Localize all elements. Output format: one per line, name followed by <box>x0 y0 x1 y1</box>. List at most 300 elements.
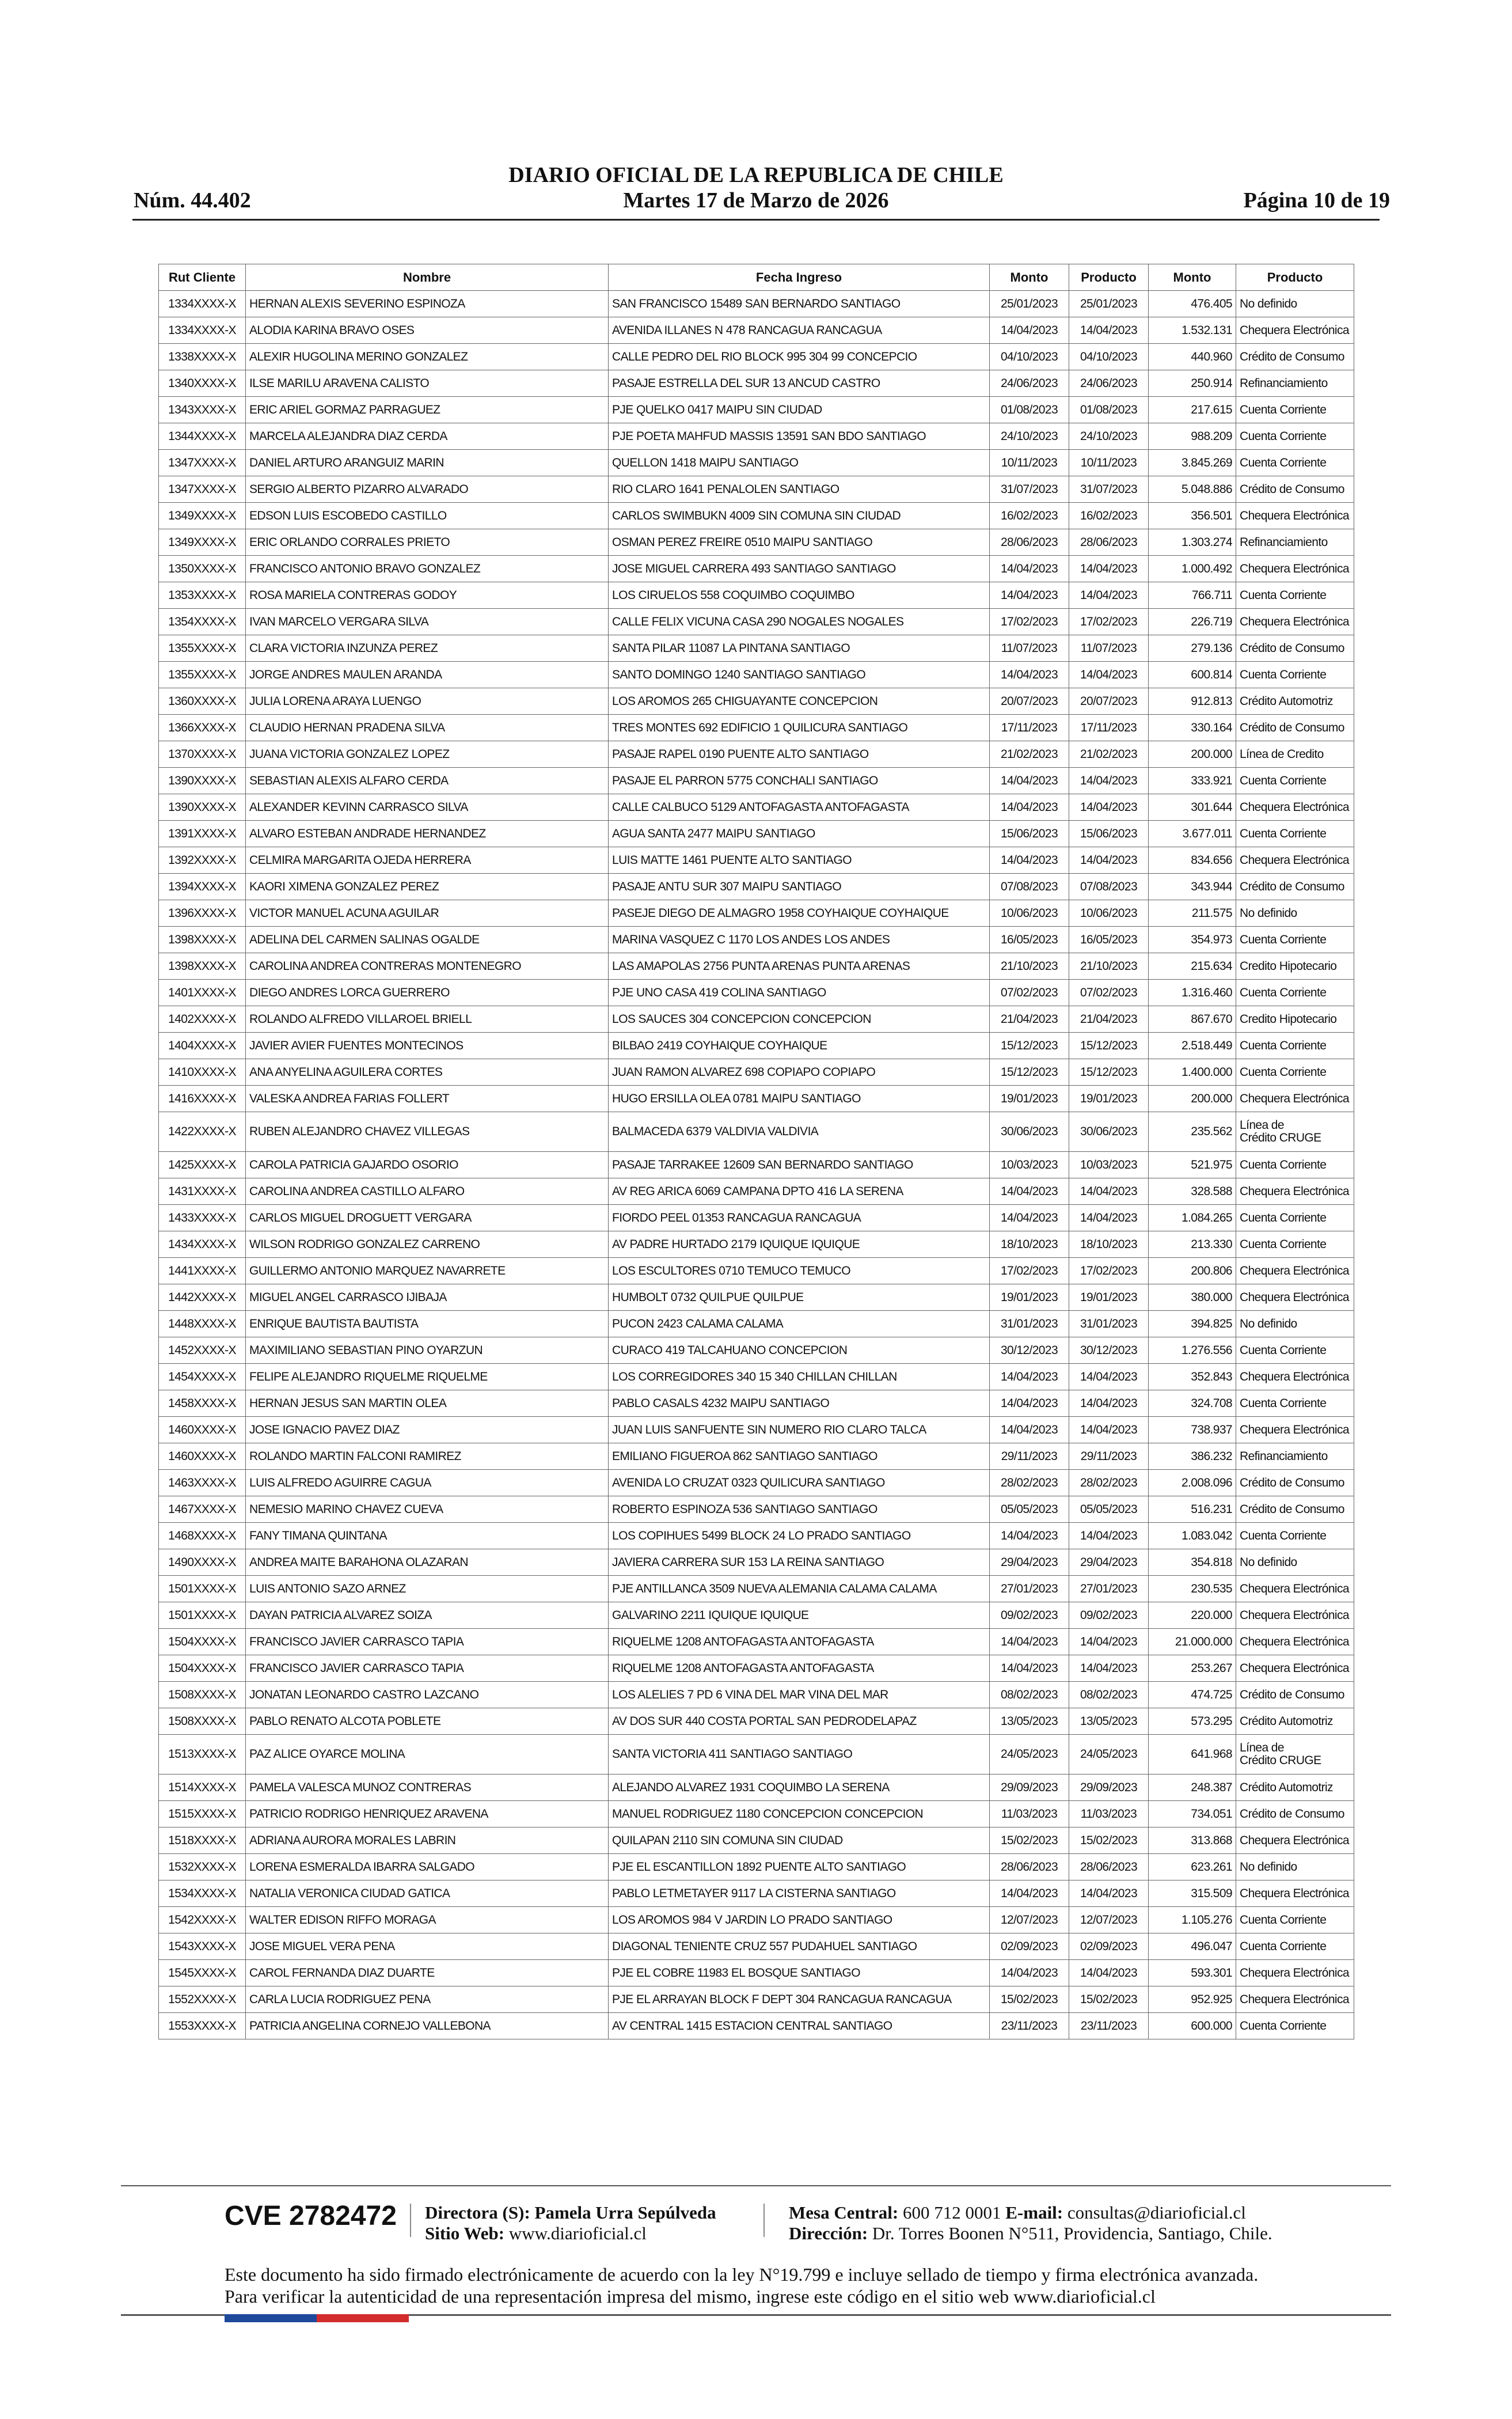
monto-cell: 354.973 <box>1149 927 1236 953</box>
nombre-cell: ALEXIR HUGOLINA MERINO GONZALEZ <box>246 344 609 370</box>
rut-cell: 1344XXXX-X <box>159 423 246 450</box>
nombre-cell: FRANCISCO JAVIER CARRASCO TAPIA <box>246 1655 609 1682</box>
monto-cell: 21.000.000 <box>1149 1629 1236 1655</box>
producto-cell: Crédito de Consumo <box>1236 715 1354 741</box>
table-row <box>159 1496 1354 1523</box>
nombre-cell: JUANA VICTORIA GONZALEZ LOPEZ <box>246 741 609 768</box>
fecha-cell-2: 27/01/2023 <box>1069 1576 1149 1602</box>
fecha-cell: 08/02/2023 <box>990 1682 1069 1708</box>
direccion-cell: JOSE MIGUEL CARRERA 493 SANTIAGO SANTIAGO <box>609 556 990 582</box>
fecha-cell-2: 14/04/2023 <box>1069 1390 1149 1417</box>
nombre-cell: CLAUDIO HERNAN PRADENA SILVA <box>246 715 609 741</box>
rut-cell: 1501XXXX-X <box>159 1576 246 1602</box>
table-header-row <box>159 264 1354 291</box>
monto-cell: 474.725 <box>1149 1682 1236 1708</box>
fecha-cell: 12/07/2023 <box>990 1907 1069 1933</box>
rut-cell: 1390XXXX-X <box>159 794 246 821</box>
director-line <box>425 2202 716 2223</box>
fecha-cell-2: 04/10/2023 <box>1069 344 1149 370</box>
nombre-cell: JONATAN LEONARDO CASTRO LAZCANO <box>246 1682 609 1708</box>
monto-cell: 734.051 <box>1149 1801 1236 1827</box>
fecha-cell: 09/02/2023 <box>990 1602 1069 1629</box>
table-row <box>159 1417 1354 1443</box>
fecha-cell: 15/02/2023 <box>990 1827 1069 1854</box>
rut-cell: 1390XXXX-X <box>159 768 246 794</box>
table-row <box>159 397 1354 423</box>
nombre-cell: PATRICIO RODRIGO HENRIQUEZ ARAVENA <box>246 1801 609 1827</box>
monto-cell: 516.231 <box>1149 1496 1236 1523</box>
direccion-cell: AV PADRE HURTADO 2179 IQUIQUE IQUIQUE <box>609 1231 990 1258</box>
fecha-cell-2: 17/02/2023 <box>1069 609 1149 635</box>
website-value[interactable]: www.diarioficial.cl <box>508 2223 647 2243</box>
fecha-cell: 14/04/2023 <box>990 1364 1069 1390</box>
fecha-cell-2: 14/04/2023 <box>1069 1417 1149 1443</box>
fecha-cell: 24/10/2023 <box>990 423 1069 450</box>
table-row <box>159 1708 1354 1735</box>
clients-table <box>158 264 1354 2039</box>
newspaper-title: DIARIO OFICIAL DE LA REPUBLICA DE CHILE <box>508 163 1004 187</box>
direccion-cell: MANUEL RODRIGUEZ 1180 CONCEPCION CONCEPCION <box>609 1801 990 1827</box>
nombre-cell: PATRICIA ANGELINA CORNEJO VALLEBONA <box>246 2013 609 2039</box>
fecha-cell: 24/06/2023 <box>990 370 1069 397</box>
fecha-cell: 07/02/2023 <box>990 980 1069 1006</box>
fecha-cell: 14/04/2023 <box>990 1629 1069 1655</box>
fecha-cell: 30/06/2023 <box>990 1112 1069 1152</box>
fecha-cell-2: 19/01/2023 <box>1069 1284 1149 1311</box>
nombre-cell: ANDREA MAITE BARAHONA OLAZARAN <box>246 1549 609 1576</box>
rut-cell: 1460XXXX-X <box>159 1443 246 1470</box>
fecha-cell-2: 15/12/2023 <box>1069 1033 1149 1059</box>
fecha-cell: 15/12/2023 <box>990 1033 1069 1059</box>
rut-cell: 1542XXXX-X <box>159 1907 246 1933</box>
fecha-cell: 15/02/2023 <box>990 1986 1069 2013</box>
fecha-cell: 05/05/2023 <box>990 1496 1069 1523</box>
direccion-cell: QUELLON 1418 MAIPU SANTIAGO <box>609 450 990 476</box>
direccion-cell: EMILIANO FIGUEROA 862 SANTIAGO SANTIAGO <box>609 1443 990 1470</box>
fecha-cell-2: 14/04/2023 <box>1069 1364 1149 1390</box>
table-row <box>159 1231 1354 1258</box>
producto-cell: No definido <box>1236 1311 1354 1337</box>
rut-cell: 1513XXXX-X <box>159 1735 246 1775</box>
producto-cell: Chequera Electrónica <box>1236 1602 1354 1629</box>
nombre-cell: CELMIRA MARGARITA OJEDA HERRERA <box>246 847 609 874</box>
website-line <box>425 2223 647 2244</box>
producto-cell: Cuenta Corriente <box>1236 1337 1354 1364</box>
rut-cell: 1355XXXX-X <box>159 635 246 662</box>
producto-cell: Refinanciamiento <box>1236 529 1354 556</box>
table-row <box>159 609 1354 635</box>
producto-cell: Chequera Electrónica <box>1236 1178 1354 1205</box>
column-header-fecha-ingreso: Fecha Ingreso <box>609 264 990 291</box>
rut-cell: 1394XXXX-X <box>159 874 246 900</box>
fecha-cell: 16/05/2023 <box>990 927 1069 953</box>
contact-line <box>789 2202 1246 2223</box>
nombre-cell: LUIS ALFREDO AGUIRRE CAGUA <box>246 1470 609 1496</box>
column-header-monto-2: Monto <box>1149 264 1236 291</box>
producto-cell: No definido <box>1236 900 1354 927</box>
table-row <box>159 344 1354 370</box>
producto-cell: Credito Hipotecario <box>1236 1006 1354 1033</box>
table-row <box>159 688 1354 715</box>
direccion-cell: AV CENTRAL 1415 ESTACION CENTRAL SANTIAGO <box>609 2013 990 2039</box>
direccion-cell: SANTA PILAR 11087 LA PINTANA SANTIAGO <box>609 635 990 662</box>
table-row <box>159 821 1354 847</box>
direccion-cell: PJE POETA MAHFUD MASSIS 13591 SAN BDO SANTIAGO <box>609 423 990 450</box>
rut-cell: 1347XXXX-X <box>159 450 246 476</box>
monto-cell: 1.303.274 <box>1149 529 1236 556</box>
nombre-cell: WALTER EDISON RIFFO MORAGA <box>246 1907 609 1933</box>
producto-cell: Crédito de Consumo <box>1236 1682 1354 1708</box>
fecha-cell-2: 25/01/2023 <box>1069 291 1149 317</box>
direccion-cell: LOS CIRUELOS 558 COQUIMBO COQUIMBO <box>609 582 990 609</box>
fecha-cell-2: 15/06/2023 <box>1069 821 1149 847</box>
rut-cell: 1504XXXX-X <box>159 1629 246 1655</box>
fecha-cell: 24/05/2023 <box>990 1735 1069 1775</box>
nombre-cell: CAROLINA ANDREA CONTRERAS MONTENEGRO <box>246 953 609 980</box>
rut-cell: 1353XXXX-X <box>159 582 246 609</box>
fecha-cell: 29/04/2023 <box>990 1549 1069 1576</box>
table-row <box>159 1629 1354 1655</box>
nombre-cell: IVAN MARCELO VERGARA SILVA <box>246 609 609 635</box>
table-row <box>159 1775 1354 1801</box>
footer-separator <box>410 2204 411 2237</box>
direccion-cell: PJE QUELKO 0417 MAIPU SIN CIUDAD <box>609 397 990 423</box>
nombre-cell: HERNAN ALEXIS SEVERINO ESPINOZA <box>246 291 609 317</box>
rut-cell: 1553XXXX-X <box>159 2013 246 2039</box>
rut-cell: 1410XXXX-X <box>159 1059 246 1086</box>
rut-cell: 1504XXXX-X <box>159 1655 246 1682</box>
fecha-cell-2: 23/11/2023 <box>1069 2013 1149 2039</box>
producto-cell: Cuenta Corriente <box>1236 582 1354 609</box>
nombre-cell: FELIPE ALEJANDRO RIQUELME RIQUELME <box>246 1364 609 1390</box>
nombre-cell: RUBEN ALEJANDRO CHAVEZ VILLEGAS <box>246 1112 609 1152</box>
website-label: Sitio Web: <box>425 2223 505 2243</box>
table-row <box>159 1178 1354 1205</box>
nombre-cell: ROLANDO MARTIN FALCONI RAMIREZ <box>246 1443 609 1470</box>
rut-cell: 1404XXXX-X <box>159 1033 246 1059</box>
producto-cell: Cuenta Corriente <box>1236 423 1354 450</box>
fecha-cell: 23/11/2023 <box>990 2013 1069 2039</box>
direccion-cell: CARLOS SWIMBUKN 4009 SIN COMUNA SIN CIUDAD <box>609 503 990 529</box>
monto-cell: 573.295 <box>1149 1708 1236 1735</box>
direccion-cell: LOS ESCULTORES 0710 TEMUCO TEMUCO <box>609 1258 990 1284</box>
flag-stripe-red <box>317 2314 409 2322</box>
fecha-cell-2: 29/09/2023 <box>1069 1775 1149 1801</box>
email-label: E-mail: <box>1005 2202 1063 2223</box>
table-row <box>159 1205 1354 1231</box>
email-value[interactable]: consultas@diarioficial.cl <box>1067 2202 1246 2223</box>
footer-top-divider <box>121 2185 1391 2186</box>
producto-cell: Cuenta Corriente <box>1236 1523 1354 1549</box>
monto-cell: 253.267 <box>1149 1655 1236 1682</box>
fecha-cell: 14/04/2023 <box>990 1178 1069 1205</box>
producto-cell: Cuenta Corriente <box>1236 397 1354 423</box>
table-row <box>159 1735 1354 1775</box>
fecha-cell: 25/01/2023 <box>990 291 1069 317</box>
rut-cell: 1552XXXX-X <box>159 1986 246 2013</box>
fecha-cell: 28/02/2023 <box>990 1470 1069 1496</box>
rut-cell: 1490XXXX-X <box>159 1549 246 1576</box>
table-row <box>159 1258 1354 1284</box>
direccion-cell: RIO CLARO 1641 PENALOLEN SANTIAGO <box>609 476 990 503</box>
direccion-cell: AVENIDA ILLANES N 478 RANCAGUA RANCAGUA <box>609 317 990 344</box>
fecha-cell-2: 31/07/2023 <box>1069 476 1149 503</box>
nombre-cell: JORGE ANDRES MAULEN ARANDA <box>246 662 609 688</box>
producto-cell: Cuenta Corriente <box>1236 1033 1354 1059</box>
table-row <box>159 847 1354 874</box>
table-row <box>159 1337 1354 1364</box>
fecha-cell: 04/10/2023 <box>990 344 1069 370</box>
monto-cell: 215.634 <box>1149 953 1236 980</box>
direccion-cell: PASAJE ESTRELLA DEL SUR 13 ANCUD CASTRO <box>609 370 990 397</box>
fecha-cell-2: 30/12/2023 <box>1069 1337 1149 1364</box>
rut-cell: 1402XXXX-X <box>159 1006 246 1033</box>
fecha-cell-2: 10/11/2023 <box>1069 450 1149 476</box>
fecha-cell: 19/01/2023 <box>990 1284 1069 1311</box>
column-header-nombre: Nombre <box>246 264 609 291</box>
fecha-cell-2: 14/04/2023 <box>1069 1178 1149 1205</box>
fecha-cell: 14/04/2023 <box>990 1880 1069 1907</box>
fecha-cell-2: 14/04/2023 <box>1069 1629 1149 1655</box>
rut-cell: 1340XXXX-X <box>159 370 246 397</box>
table-row <box>159 476 1354 503</box>
monto-cell: 386.232 <box>1149 1443 1236 1470</box>
direccion-cell: CURACO 419 TALCAHUANO CONCEPCION <box>609 1337 990 1364</box>
fecha-cell: 07/08/2023 <box>990 874 1069 900</box>
monto-cell: 834.656 <box>1149 847 1236 874</box>
fecha-cell-2: 21/10/2023 <box>1069 953 1149 980</box>
rut-cell: 1518XXXX-X <box>159 1827 246 1854</box>
rut-cell: 1401XXXX-X <box>159 980 246 1006</box>
producto-cell: Chequera Electrónica <box>1236 1827 1354 1854</box>
direccion-cell: JAVIERA CARRERA SUR 153 LA REINA SANTIAGO <box>609 1549 990 1576</box>
rut-cell: 1343XXXX-X <box>159 397 246 423</box>
producto-cell: Cuenta Corriente <box>1236 768 1354 794</box>
fecha-cell: 31/07/2023 <box>990 476 1069 503</box>
table-row <box>159 1311 1354 1337</box>
producto-cell: Chequera Electrónica <box>1236 1880 1354 1907</box>
address-label: Dirección: <box>789 2223 868 2243</box>
monto-cell: 211.575 <box>1149 900 1236 927</box>
nombre-cell: JAVIER AVIER FUENTES MONTECINOS <box>246 1033 609 1059</box>
direccion-cell: LOS AROMOS 984 V JARDIN LO PRADO SANTIAGO <box>609 1907 990 1933</box>
header-divider <box>132 219 1380 221</box>
monto-cell: 641.968 <box>1149 1735 1236 1775</box>
flag-stripe-blue <box>225 2314 317 2322</box>
nombre-cell: MARCELA ALEJANDRA DIAZ CERDA <box>246 423 609 450</box>
fecha-cell: 14/04/2023 <box>990 582 1069 609</box>
producto-cell: Chequera Electrónica <box>1236 1417 1354 1443</box>
rut-cell: 1431XXXX-X <box>159 1178 246 1205</box>
producto-cell: Crédito de Consumo <box>1236 874 1354 900</box>
producto-cell: Chequera Electrónica <box>1236 609 1354 635</box>
direccion-cell: LUIS MATTE 1461 PUENTE ALTO SANTIAGO <box>609 847 990 874</box>
table-row <box>159 635 1354 662</box>
fecha-cell-2: 10/03/2023 <box>1069 1152 1149 1178</box>
nombre-cell: NATALIA VERONICA CIUDAD GATICA <box>246 1880 609 1907</box>
direccion-cell: JUAN LUIS SANFUENTE SIN NUMERO RIO CLARO TALCA <box>609 1417 990 1443</box>
producto-cell: Chequera Electrónica <box>1236 1576 1354 1602</box>
monto-cell: 200.000 <box>1149 1086 1236 1112</box>
nombre-cell: ALODIA KARINA BRAVO OSES <box>246 317 609 344</box>
fecha-cell: 31/01/2023 <box>990 1311 1069 1337</box>
table-row <box>159 582 1354 609</box>
table-row <box>159 291 1354 317</box>
nombre-cell: CAROLINA ANDREA CASTILLO ALFARO <box>246 1178 609 1205</box>
fecha-cell-2: 07/02/2023 <box>1069 980 1149 1006</box>
rut-cell: 1442XXXX-X <box>159 1284 246 1311</box>
direccion-cell: HUMBOLT 0732 QUILPUE QUILPUE <box>609 1284 990 1311</box>
fecha-cell-2: 05/05/2023 <box>1069 1496 1149 1523</box>
direccion-cell: PJE UNO CASA 419 COLINA SANTIAGO <box>609 980 990 1006</box>
monto-cell: 356.501 <box>1149 503 1236 529</box>
nombre-cell: SEBASTIAN ALEXIS ALFARO CERDA <box>246 768 609 794</box>
nombre-cell: VICTOR MANUEL ACUNA AGUILAR <box>246 900 609 927</box>
nombre-cell: ILSE MARILU ARAVENA CALISTO <box>246 370 609 397</box>
fecha-cell-2: 14/04/2023 <box>1069 794 1149 821</box>
direccion-cell: LOS CORREGIDORES 340 15 340 CHILLAN CHILLAN <box>609 1364 990 1390</box>
monto-cell: 200.806 <box>1149 1258 1236 1284</box>
fecha-cell: 01/08/2023 <box>990 397 1069 423</box>
monto-cell: 213.330 <box>1149 1231 1236 1258</box>
nombre-cell: DIEGO ANDRES LORCA GUERRERO <box>246 980 609 1006</box>
fecha-cell-2: 17/02/2023 <box>1069 1258 1149 1284</box>
nombre-cell: JULIA LORENA ARAYA LUENGO <box>246 688 609 715</box>
table-row <box>159 1152 1354 1178</box>
producto-cell: Refinanciamiento <box>1236 1443 1354 1470</box>
fecha-cell-2: 14/04/2023 <box>1069 1960 1149 1986</box>
fecha-cell-2: 24/06/2023 <box>1069 370 1149 397</box>
fecha-cell: 11/07/2023 <box>990 635 1069 662</box>
table-row <box>159 1390 1354 1417</box>
monto-cell: 220.000 <box>1149 1602 1236 1629</box>
director-label: Directora (S): Pamela Urra Sepúlveda <box>425 2202 716 2223</box>
fecha-cell-2: 29/11/2023 <box>1069 1443 1149 1470</box>
direccion-cell: SANTO DOMINGO 1240 SANTIAGO SANTIAGO <box>609 662 990 688</box>
table-row <box>159 1801 1354 1827</box>
fecha-cell-2: 24/10/2023 <box>1069 423 1149 450</box>
nombre-cell: CAROL FERNANDA DIAZ DUARTE <box>246 1960 609 1986</box>
fecha-cell-2: 14/04/2023 <box>1069 582 1149 609</box>
fecha-cell-2: 20/07/2023 <box>1069 688 1149 715</box>
direccion-cell: PASAJE RAPEL 0190 PUENTE ALTO SANTIAGO <box>609 741 990 768</box>
fecha-cell: 10/11/2023 <box>990 450 1069 476</box>
fecha-cell: 14/04/2023 <box>990 768 1069 794</box>
direccion-cell: ALEJANDO ALVAREZ 1931 COQUIMBO LA SERENA <box>609 1775 990 1801</box>
rut-cell: 1425XXXX-X <box>159 1152 246 1178</box>
producto-cell: Cuenta Corriente <box>1236 1205 1354 1231</box>
nombre-cell: DAYAN PATRICIA ALVAREZ SOIZA <box>246 1602 609 1629</box>
direccion-cell: AVENIDA LO CRUZAT 0323 QUILICURA SANTIAGO <box>609 1470 990 1496</box>
fecha-cell-2: 14/04/2023 <box>1069 1205 1149 1231</box>
rut-cell: 1334XXXX-X <box>159 317 246 344</box>
monto-cell: 521.975 <box>1149 1152 1236 1178</box>
nombre-cell: MAXIMILIANO SEBASTIAN PINO OYARZUN <box>246 1337 609 1364</box>
rut-cell: 1334XXXX-X <box>159 291 246 317</box>
monto-cell: 952.925 <box>1149 1986 1236 2013</box>
nombre-cell: JOSE MIGUEL VERA PENA <box>246 1933 609 1960</box>
fecha-cell: 17/02/2023 <box>990 1258 1069 1284</box>
rut-cell: 1460XXXX-X <box>159 1417 246 1443</box>
nombre-cell: ANA ANYELINA AGUILERA CORTES <box>246 1059 609 1086</box>
fecha-cell-2: 17/11/2023 <box>1069 715 1149 741</box>
nombre-cell: PAZ ALICE OYARCE MOLINA <box>246 1735 609 1775</box>
table-row <box>159 768 1354 794</box>
monto-cell: 235.562 <box>1149 1112 1236 1152</box>
rut-cell: 1398XXXX-X <box>159 927 246 953</box>
monto-cell: 328.588 <box>1149 1178 1236 1205</box>
nombre-cell: ENRIQUE BAUTISTA BAUTISTA <box>246 1311 609 1337</box>
direccion-cell: PJE EL ESCANTILLON 1892 PUENTE ALTO SANTIAGO <box>609 1854 990 1880</box>
fecha-cell: 14/04/2023 <box>990 1205 1069 1231</box>
rut-cell: 1347XXXX-X <box>159 476 246 503</box>
fecha-cell-2: 16/02/2023 <box>1069 503 1149 529</box>
table-row <box>159 317 1354 344</box>
fecha-cell: 14/04/2023 <box>990 317 1069 344</box>
producto-cell: Chequera Electrónica <box>1236 503 1354 529</box>
table-row <box>159 927 1354 953</box>
direccion-cell: PASAJE EL PARRON 5775 CONCHALI SANTIAGO <box>609 768 990 794</box>
fecha-cell-2: 31/01/2023 <box>1069 1311 1149 1337</box>
rut-cell: 1508XXXX-X <box>159 1682 246 1708</box>
fecha-cell: 15/12/2023 <box>990 1059 1069 1086</box>
rut-cell: 1448XXXX-X <box>159 1311 246 1337</box>
fecha-cell-2: 15/02/2023 <box>1069 1986 1149 2013</box>
fecha-cell-2: 28/02/2023 <box>1069 1470 1149 1496</box>
fecha-cell-2: 10/06/2023 <box>1069 900 1149 927</box>
fecha-cell: 02/09/2023 <box>990 1933 1069 1960</box>
table-row <box>159 370 1354 397</box>
fecha-cell-2: 24/05/2023 <box>1069 1735 1149 1775</box>
rut-cell: 1468XXXX-X <box>159 1523 246 1549</box>
producto-cell: Chequera Electrónica <box>1236 1284 1354 1311</box>
fecha-cell-2: 01/08/2023 <box>1069 397 1149 423</box>
monto-cell: 5.048.886 <box>1149 476 1236 503</box>
fecha-cell: 14/04/2023 <box>990 1390 1069 1417</box>
nombre-cell: DANIEL ARTURO ARANGUIZ MARIN <box>246 450 609 476</box>
monto-cell: 600.000 <box>1149 2013 1236 2039</box>
monto-cell: 766.711 <box>1149 582 1236 609</box>
direccion-cell: PASEJE DIEGO DE ALMAGRO 1958 COYHAIQUE COYHAIQUE <box>609 900 990 927</box>
monto-cell: 226.719 <box>1149 609 1236 635</box>
table-row <box>159 1284 1354 1311</box>
direccion-cell: TRES MONTES 692 EDIFICIO 1 QUILICURA SANTIAGO <box>609 715 990 741</box>
direccion-cell: OSMAN PEREZ FREIRE 0510 MAIPU SANTIAGO <box>609 529 990 556</box>
monto-cell: 394.825 <box>1149 1311 1236 1337</box>
rut-cell: 1354XXXX-X <box>159 609 246 635</box>
nombre-cell: EDSON LUIS ESCOBEDO CASTILLO <box>246 503 609 529</box>
monto-cell: 343.944 <box>1149 874 1236 900</box>
fecha-cell-2: 28/06/2023 <box>1069 529 1149 556</box>
fecha-cell-2: 08/02/2023 <box>1069 1682 1149 1708</box>
cve-code: CVE 2782472 <box>225 2201 397 2231</box>
rut-cell: 1543XXXX-X <box>159 1933 246 1960</box>
table-row <box>159 953 1354 980</box>
direccion-cell: PJE EL COBRE 11983 EL BOSQUE SANTIAGO <box>609 1960 990 1986</box>
fecha-cell: 18/10/2023 <box>990 1231 1069 1258</box>
rut-cell: 1350XXXX-X <box>159 556 246 582</box>
direccion-cell: AGUA SANTA 2477 MAIPU SANTIAGO <box>609 821 990 847</box>
rut-cell: 1514XXXX-X <box>159 1775 246 1801</box>
direccion-cell: CALLE FELIX VICUNA CASA 290 NOGALES NOGALES <box>609 609 990 635</box>
nombre-cell: LORENA ESMERALDA IBARRA SALGADO <box>246 1854 609 1880</box>
rut-cell: 1463XXXX-X <box>159 1470 246 1496</box>
direccion-cell: BILBAO 2419 COYHAIQUE COYHAIQUE <box>609 1033 990 1059</box>
rut-cell: 1416XXXX-X <box>159 1086 246 1112</box>
table-row <box>159 980 1354 1006</box>
rut-cell: 1441XXXX-X <box>159 1258 246 1284</box>
table-row <box>159 423 1354 450</box>
